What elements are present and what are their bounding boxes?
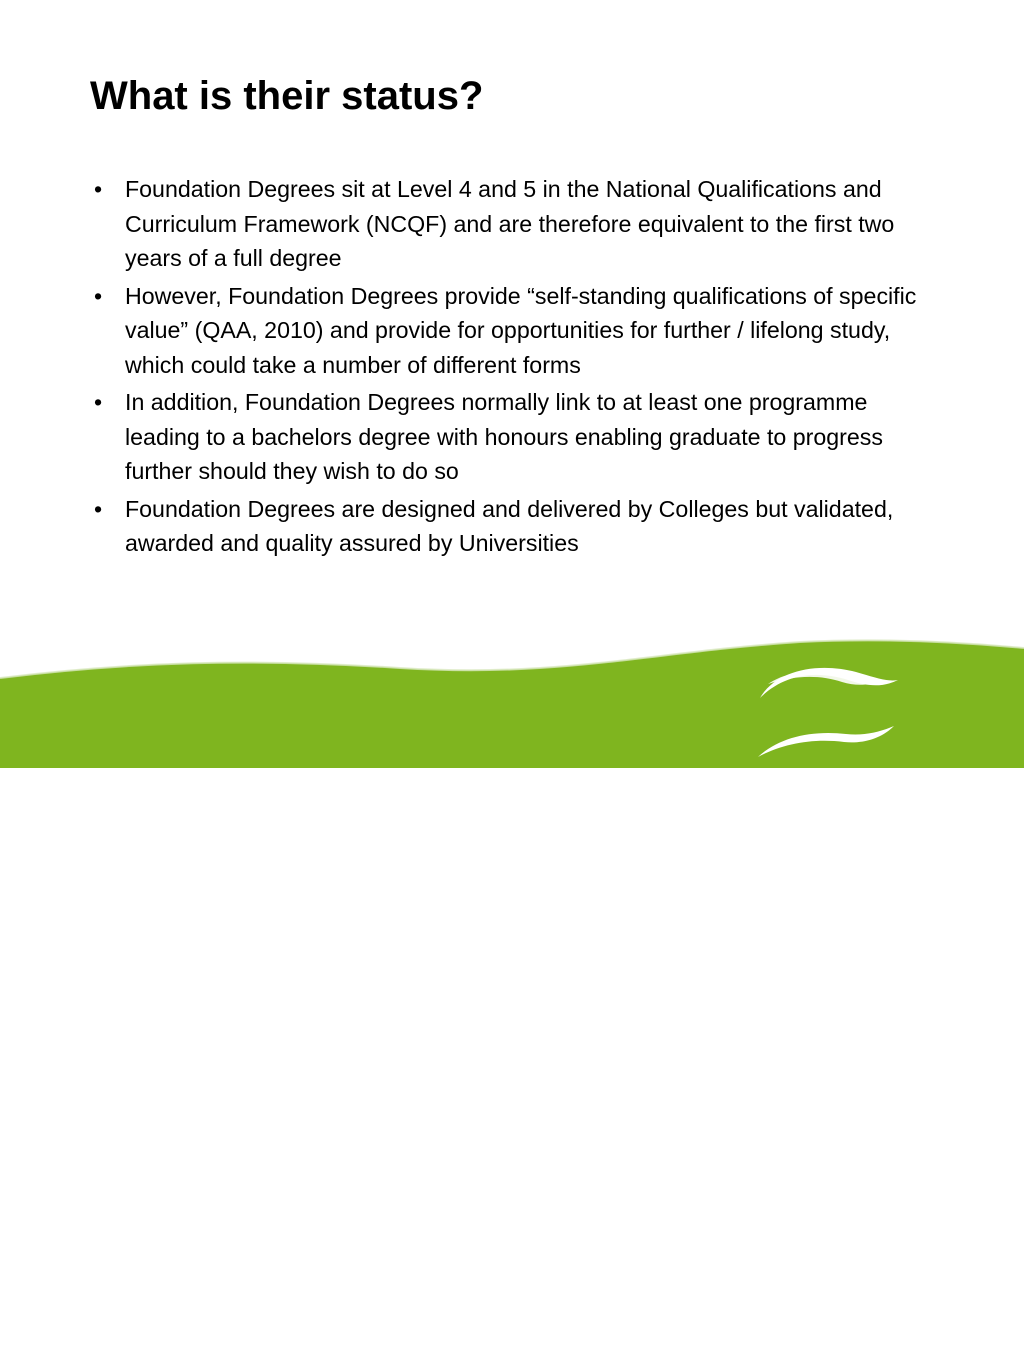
- bullet-text: Foundation Degrees sit at Level 4 and 5 in the National Qualifications and Curriculum Framework (NCQF) and are therefore equivalent to the first two years of a full degree: [125, 176, 895, 271]
- bullet-text: However, Foundation Degrees provide “self-standing qualifications of specific value” (QAA, 2010) and provide for opportunities for further / lifelong study, which could take a number of different forms: [125, 282, 917, 378]
- bullet-list: [86, 172, 946, 564]
- bullet-marker: •: [93, 495, 103, 522]
- bullet-marker: •: [93, 282, 103, 309]
- bullet-marker: •: [93, 389, 103, 415]
- bullet-item: [86, 492, 946, 561]
- bullet-item: [86, 172, 946, 276]
- college-logo-text: Bicton College: [757, 1340, 870, 1357]
- bullet-marker: •: [93, 176, 103, 202]
- bullet-text: Foundation Degrees are designed and delivered by Colleges but validated, awarded and quality assured by Universities: [125, 495, 894, 556]
- footer-band: [0, 640, 1024, 1357]
- slide-title: What is their status?: [90, 74, 484, 118]
- bicton-college-logo-icon: [748, 640, 908, 768]
- bullet-item: [86, 279, 946, 383]
- bullet-text: In addition, Foundation Degrees normally link to at least one programme leading to a bachelors degree with honours enabling graduate to progress further should they wish to do so: [125, 389, 883, 484]
- bullet-item: [86, 385, 946, 489]
